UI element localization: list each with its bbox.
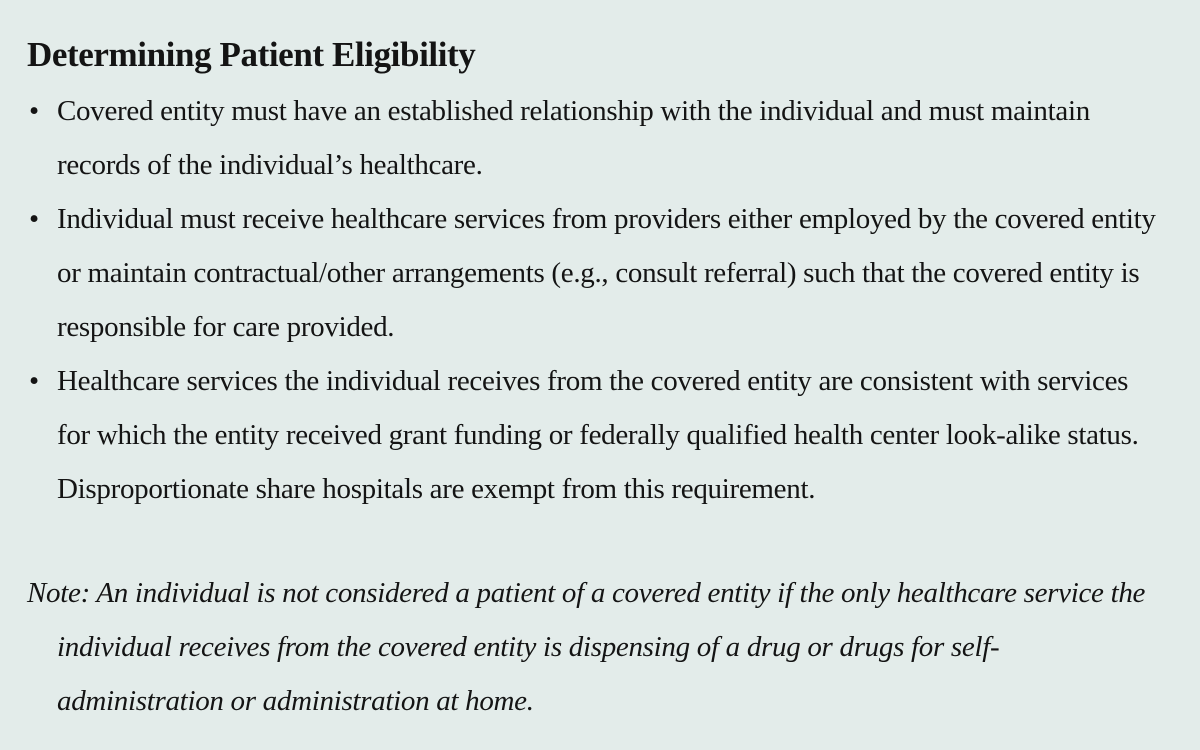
criterion-text: Healthcare services the individual receives from the covered entity are consistent with services for which the entity received grant funding or federally qualified health center look-alike status. Disproportionate share hospitals are exempt from this requirement. [57, 365, 1139, 505]
bullet-marker: • [29, 203, 39, 235]
criterion-item [27, 354, 1160, 516]
criterion-text: Individual must receive healthcare services from providers either employed by the covered entity or maintain contractual/other arrangements (e.g., consult referral) such that the covered entity is responsible for care provided. [57, 203, 1156, 343]
panel-title: Determining Patient Eligibility [27, 35, 476, 74]
criterion-item [27, 192, 1160, 354]
bullet-marker: • [29, 365, 39, 397]
eligibility-criteria-list [27, 84, 1160, 516]
criterion-text: Covered entity must have an established relationship with the individual and must maintain records of the individual’s healthcare. [57, 95, 1090, 181]
bullet-marker: • [29, 95, 39, 127]
eligibility-note: Note: An individual is not considered a patient of a covered entity if the only healthcare service the individual receives from the covered entity is dispensing of a drug or drugs for self-administration or administration at home. [27, 577, 1146, 717]
criterion-item [27, 84, 1160, 192]
